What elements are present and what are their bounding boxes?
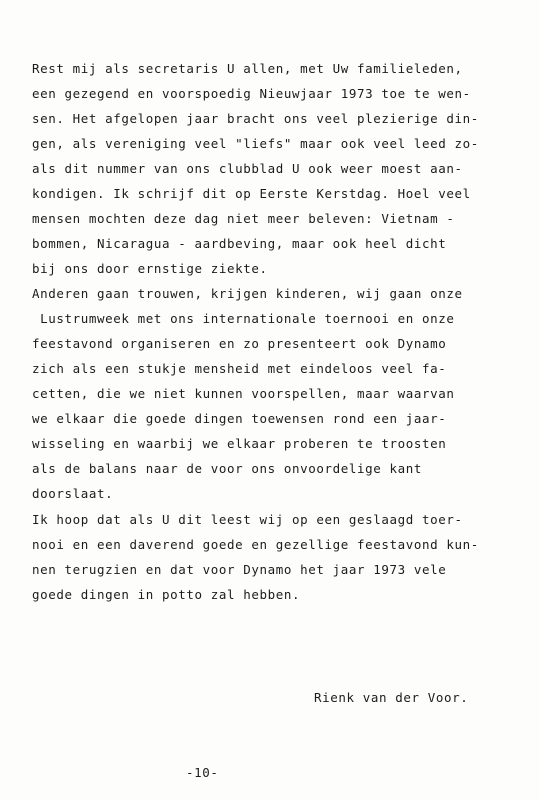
letter-line: doorslaat. [32, 486, 114, 501]
letter-line: feestavond organiseren en zo presenteert ook Dynamo [32, 336, 447, 351]
letter-line: kondigen. Ik schrijf dit op Eerste Kerstdag. Hoel veel [32, 186, 471, 201]
letter-line: Lustrumweek met ons internationale toernooi en onze [32, 311, 455, 326]
letter-line: zich als een stukje mensheid met eindeloos veel fa- [32, 361, 447, 376]
letter-line: wisseling en waarbij we elkaar proberen te troosten [32, 436, 447, 451]
letter-line: Anderen gaan trouwen, krijgen kinderen, wij gaan onze [32, 286, 463, 301]
letter-line: nooi en een daverend goede en gezellige feestavond kun- [32, 537, 479, 552]
letter-line: we elkaar die goede dingen toewensen rond een jaar- [32, 411, 447, 426]
letter-line: als de balans naar de voor ons onvoordelige kant [32, 461, 423, 476]
page-number: -10- [186, 765, 219, 780]
letter-line: mensen mochten deze dag niet meer beleven: Vietnam - [32, 211, 455, 226]
signature: Rienk van der Voor. [314, 690, 469, 705]
letter-line: bommen, Nicaragua - aardbeving, maar ook heel dicht [32, 236, 447, 251]
letter-line: sen. Het afgelopen jaar bracht ons veel plezierige din- [32, 111, 479, 126]
letter-line: als dit nummer van ons clubblad U ook weer moest aan- [32, 161, 463, 176]
letter-line: gen, als vereniging veel "liefs" maar ook veel leed zo- [32, 136, 479, 151]
letter-line: Ik hoop dat als U dit leest wij op een geslaagd toer- [32, 512, 463, 527]
letter-line: een gezegend en voorspoedig Nieuwjaar 1973 toe te wen- [32, 86, 471, 101]
letter-line: goede dingen in potto zal hebben. [32, 587, 301, 602]
letter-line: Rest mij als secretaris U allen, met Uw familieleden, [32, 61, 463, 76]
letter-line: bij ons door ernstige ziekte. [32, 261, 268, 276]
letter-line: cetten, die we niet kunnen voorspellen, maar waarvan [32, 386, 455, 401]
letter-line: nen terugzien en dat voor Dynamo het jaar 1973 vele [32, 562, 447, 577]
